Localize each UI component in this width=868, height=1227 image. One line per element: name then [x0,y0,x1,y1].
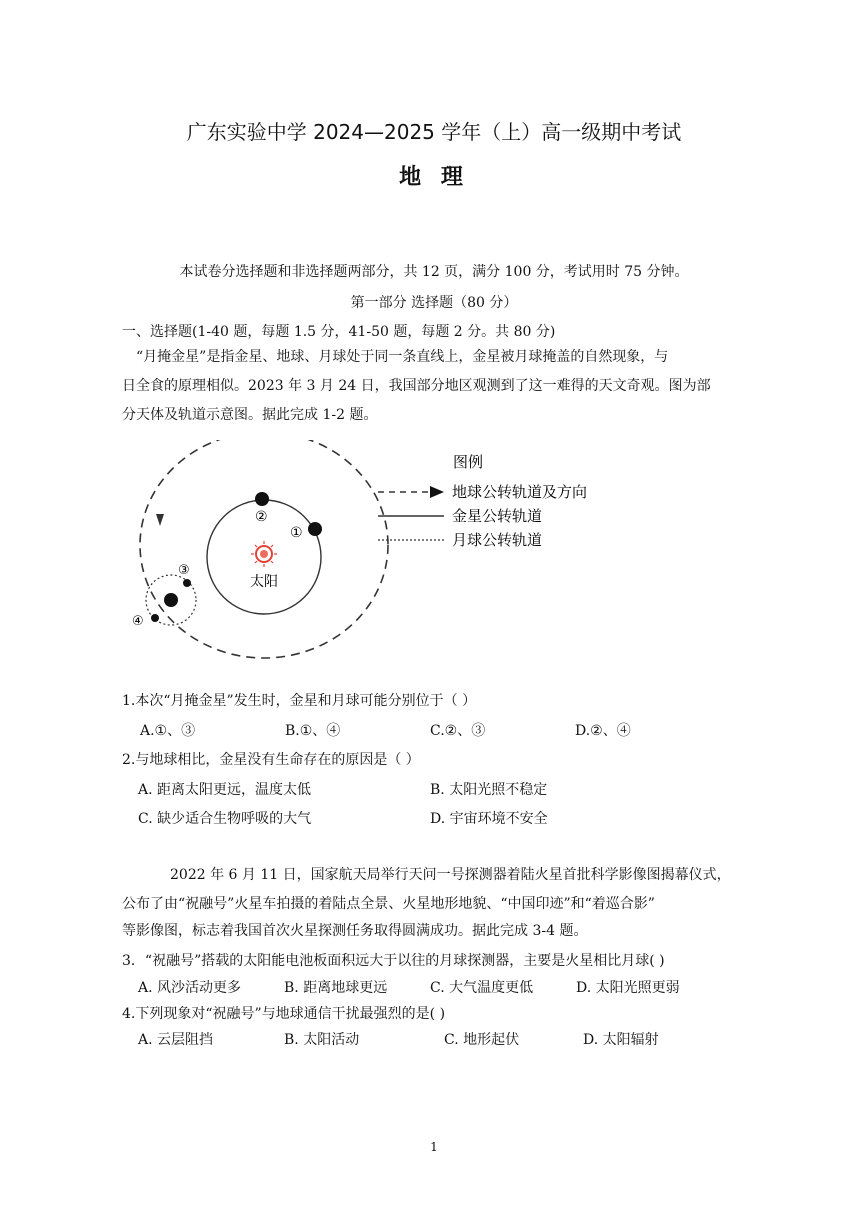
question-3-option-d: D. 太阳光照更弱 [576,980,680,996]
venus-position-1 [308,522,322,536]
orbit-diagram [120,440,640,670]
question-1-option-a: A.①、③ [140,723,196,739]
marker-2: ② [255,509,268,525]
earth-orbit-direction-arrow [156,514,164,526]
subject-title: 地 理 [399,165,469,190]
exam-intro: 本试卷分选择题和非选择题两部分，共 12 页，满分 100 分，考试用时 75 分钟。 [179,264,689,280]
passage-1 [122,343,752,430]
question-2-option-a: A. 距离太阳更远，温度太低 [138,782,312,798]
question-4-option-a: A. 云层阻挡 [138,1032,214,1048]
passage-1-line-1: “月掩金星”是指金星、地球、月球处于同一条直线上，金星被月球掩盖的自然现象，与 [136,349,669,365]
question-4-option-c: C. 地形起伏 [444,1032,520,1048]
question-2-option-c: C. 缺少适合生物呼吸的大气 [138,811,312,827]
legend-arrow-icon [430,486,444,498]
question-3-option-a: A. 风沙活动更多 [138,980,242,996]
earth-body [164,593,178,607]
part-title: 第一部分 选择题（80 分） [350,295,518,311]
marker-4: ④ [132,614,144,629]
question-1-option-b: B.①、④ [285,723,341,739]
question-1-option-c: C.②、③ [430,723,486,739]
moon-position-3 [183,579,191,587]
passage-1-line-2: 日全食的原理相似。2023 年 3 月 24 日，我国部分地区观测到了这一难得的天文奇观。图为部 [122,378,711,394]
passage-2 [122,861,752,943]
question-2-option-b: B. 太阳光照不稳定 [430,782,548,798]
moon-position-4 [151,614,159,622]
question-3-option-c: C. 大气温度更低 [430,980,534,996]
legend-title: 图例 [453,453,484,471]
question-4-option-d: D. 太阳辐射 [583,1032,659,1048]
question-2-option-d: D. 宇宙环境不安全 [430,811,548,827]
question-1-stem: 1.本次“月掩金星”发生时，金星和月球可能分别位于（ ） [122,693,477,709]
question-4-stem: 4.下列现象对“祝融号”与地球通信干扰最强烈的是( ) [122,1006,446,1022]
question-4-option-b: B. 太阳活动 [284,1032,360,1048]
legend-earth-label: 地球公转轨道及方向 [452,483,588,501]
sun-label: 太阳 [250,574,278,590]
passage-2-line-3: 等影像图，标志着我国首次火星探测任务取得圆满成功。据此完成 3-4 题。 [122,923,588,939]
sun-icon [251,541,277,567]
exam-title: 广东实验中学 2024—2025 学年（上）高一级期中考试 [186,120,682,144]
legend-venus-label: 金星公转轨道 [452,507,543,525]
question-3-stem: 3．“祝融号”搭载的太阳能电池板面积远大于以往的月球探测器，主要是火星相比月球( ) [122,953,665,969]
venus-position-2 [255,492,269,506]
question-1-option-d: D.②、④ [575,723,631,739]
passage-1-line-3: 分天体及轨道示意图。据此完成 1-2 题。 [122,407,378,423]
legend-moon-label: 月球公转轨道 [452,531,543,549]
earth-orbit [140,440,388,658]
section-title: 一、选择题(1-40 题，每题 1.5 分，41-50 题，每题 2 分。共 80 分) [122,324,556,340]
marker-1: ① [290,525,303,541]
passage-2-line-2: 公布了由“祝融号”火星车拍摄的着陆点全景、火星地形地貌、“中国印迹”和“着巡合影” [122,896,655,912]
question-3-option-b: B. 距离地球更远 [284,980,388,996]
question-2-stem: 2.与地球相比，金星没有生命存在的原因是（ ） [122,752,420,768]
page-number: 1 [430,1140,438,1154]
passage-2-line-1: 2022 年 6 月 11 日，国家航天局举行天问一号探测器着陆火星首批科学影像图揭幕仪式， [170,867,731,883]
marker-3: ③ [178,563,190,578]
